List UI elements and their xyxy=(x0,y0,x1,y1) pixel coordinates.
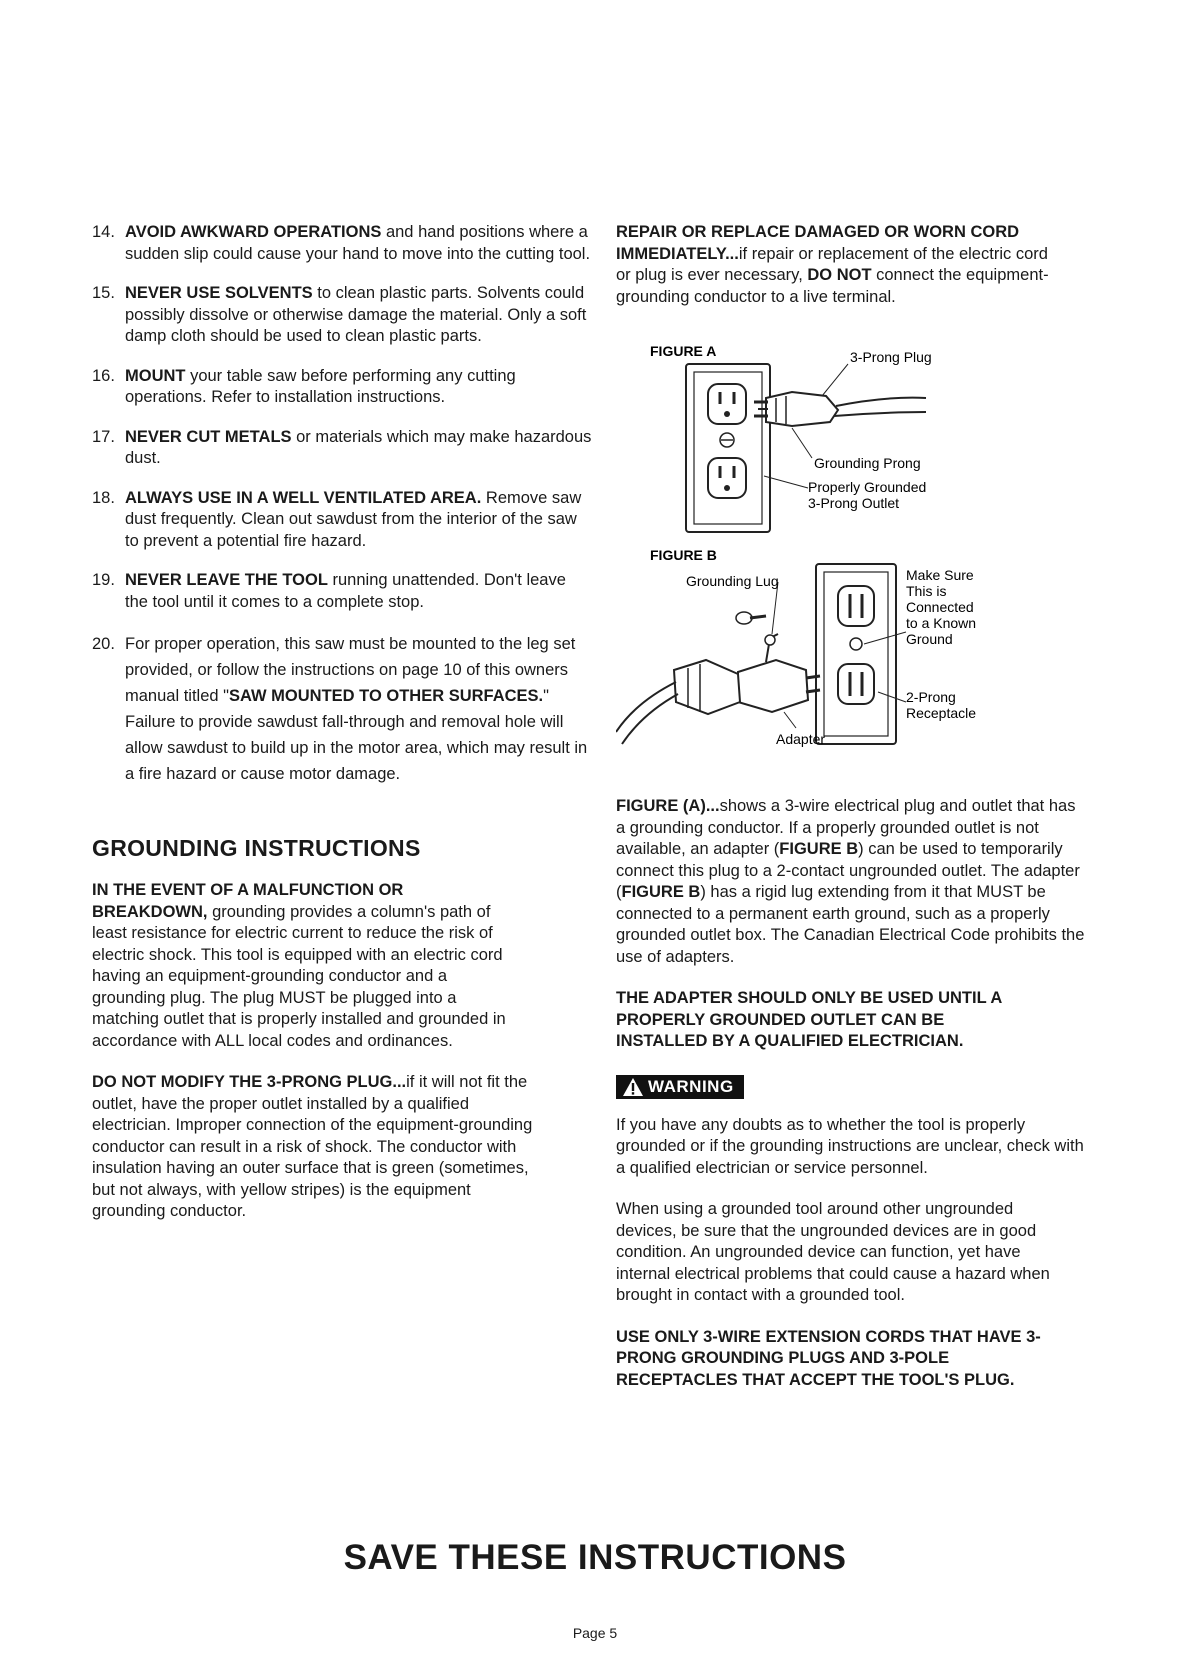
figure-a-ref: FIGURE (A)... xyxy=(616,797,720,815)
adapter-label: Adapter xyxy=(776,731,826,747)
figure-explanation-text-2: ) can be used to temporarily connect this plug to a 2-contact ungrounded outlet. The adapter ( xyxy=(616,840,1080,901)
make-sure-line-5: Ground xyxy=(906,631,953,647)
rule-text: For proper operation, this saw must be mounted to the leg set provided, or follow the instructions on page 10 of this owners manual titled " xyxy=(125,635,576,705)
rule-number: 14. xyxy=(92,223,115,241)
make-sure-line-3: Connected xyxy=(906,599,974,615)
repair-cord-paragraph xyxy=(616,222,1066,308)
outlet-label-line-1: Properly Grounded xyxy=(808,479,927,495)
figure-explanation-text-1: shows a 3-wire electrical plug and outlet that has a grounding conductor. If a properly grounded outlet is not available, an adapter ( xyxy=(616,797,1076,858)
repair-cord-text: if repair or replacement of the electric cord or plug is ever necessary, xyxy=(616,244,1048,284)
rule-text: and hand positions where a sudden slip could cause your hand to move into the cutting tool. xyxy=(125,223,591,263)
two-prong-receptacle-bottom xyxy=(838,664,874,704)
make-sure-line-2: This is xyxy=(906,583,947,599)
rule-text: running unattended. Don't leave the tool until it comes to a complete stop. xyxy=(125,571,566,611)
rule-lead: MOUNT xyxy=(125,366,186,385)
adapter-notice: THE ADAPTER SHOULD ONLY BE USED UNTIL A PROPERLY GROUNDED OUTLET CAN BE INSTALLED BY A QUALIFIED ELECTRICIAN. xyxy=(616,989,1002,1050)
figure-a-title: FIGURE A xyxy=(650,343,717,359)
ungrounded-devices-paragraph: When using a grounded tool around other ungrounded devices, be sure that the ungrounded devices are in good condition. An ungrounded device can function, yet have internal electrical problems that could cause a hazard when brought in contact with a grounded tool. xyxy=(616,1200,1050,1304)
repair-cord-lead: REPAIR OR REPLACE DAMAGED OR WORN CORD IMMEDIATELY... xyxy=(616,223,1020,263)
safety-rule-17 xyxy=(92,427,592,470)
plug-label: 3-Prong Plug xyxy=(850,349,932,365)
repair-cord-text-end: connect the equipment-grounding conductor to a live terminal. xyxy=(616,266,1049,306)
rule-lead: NEVER LEAVE THE TOOL xyxy=(125,571,328,589)
grounding-screw-icon xyxy=(736,612,766,624)
safety-rule-16 xyxy=(92,366,592,409)
rule-number: 16. xyxy=(92,366,115,385)
warning-triangle-icon xyxy=(622,1077,644,1097)
rule-lead: NEVER CUT METALS xyxy=(125,427,292,446)
rule-lead: NEVER USE SOLVENTS xyxy=(125,284,313,302)
rule-text: your table saw before performing any cutting operations. Refer to installation instructions. xyxy=(125,366,516,406)
figure-a xyxy=(616,336,1096,536)
screw-icon xyxy=(850,638,862,650)
rule-text: Remove saw dust frequently. Clean out sawdust from the interior of the saw to prevent a potential fire hazard. xyxy=(125,488,582,550)
safety-rule-20 xyxy=(92,631,592,787)
grounding-heading: GROUNDING INSTRUCTIONS xyxy=(92,835,421,861)
grounding-lug-label: Grounding Lug xyxy=(686,573,779,589)
figure-b-title: FIGURE B xyxy=(650,547,717,563)
extension-cord-notice: USE ONLY 3-WIRE EXTENSION CORDS THAT HAVE 3-PRONG GROUNDING PLUGS AND 3-POLE RECEPTACLES THAT ACCEPT THE TOOL'S PLUG. xyxy=(616,1327,1041,1389)
rule-number: 19. xyxy=(92,571,115,589)
receptacle-label-line-1: 2-Prong xyxy=(906,689,956,705)
rule-lead: AVOID AWKWARD OPERATIONS xyxy=(125,223,382,241)
rule-text: to clean plastic parts. Solvents could possibly dissolve or otherwise damage the material. Only a soft damp cloth should be used to clean plastic parts. xyxy=(125,284,587,345)
rule-bold-title: SAW MOUNTED TO OTHER SURFACES. xyxy=(229,687,544,705)
rule-text-cont: " Failure to provide sawdust fall-through and removal hole will allow sawdust to build up in the motor area, which may result in a fire hazard or cause motor damage. xyxy=(125,687,588,783)
malfunction-lead: IN THE EVENT OF A MALFUNCTION OR BREAKDOWN, xyxy=(92,881,404,921)
three-prong-plug-icon xyxy=(616,660,740,744)
figure-b-ref-2: FIGURE B xyxy=(621,883,701,901)
outlet-label-line-2: 3-Prong Outlet xyxy=(808,495,900,511)
rule-number: 18. xyxy=(92,488,115,507)
safety-rule-18 xyxy=(92,488,592,553)
make-sure-line-1: Make Sure xyxy=(906,567,974,583)
adapter-icon xyxy=(738,634,820,712)
right-column xyxy=(616,222,1096,1391)
modify-plug-lead: DO NOT MODIFY THE 3-PRONG PLUG... xyxy=(92,1073,407,1091)
safety-rule-19 xyxy=(92,570,592,613)
warning-badge xyxy=(616,1075,744,1099)
page-number: Page 5 xyxy=(572,1625,618,1641)
save-instructions-title: SAVE THESE INSTRUCTIONS xyxy=(343,1538,847,1577)
do-not-emphasis: DO NOT xyxy=(807,266,872,284)
rule-lead: ALWAYS USE IN A WELL VENTILATED AREA. xyxy=(125,488,482,507)
warning-text: If you have any doubts as to whether the tool is properly grounded or if the grounding instructions are unclear, check with a qualified electrician or service personnel. xyxy=(616,1115,1084,1177)
figure-a-illustration xyxy=(616,336,1096,536)
malfunction-text: grounding provides a column's path of least resistance for electric current to reduce the risk of electric shock. This tool is equipped with an electric cord having an equipment-grounding conductor and a grounding plug. The plug MUST be plugged into a matching outlet that is properly installed and grounded in accordance with ALL local codes and ordinances. xyxy=(92,902,506,1050)
three-prong-plug-icon xyxy=(754,392,926,426)
rule-number: 17. xyxy=(92,427,115,446)
make-sure-line-4: to a Known xyxy=(906,615,977,631)
malfunction-paragraph xyxy=(92,880,512,1052)
grounding-prong-label: Grounding Prong xyxy=(814,455,921,471)
receptacle-label-line-2: Receptacle xyxy=(906,705,977,721)
rule-number: 15. xyxy=(92,284,115,302)
rule-number: 20. xyxy=(92,635,115,653)
figure-explanation-paragraph xyxy=(616,796,1086,968)
safety-rule-15 xyxy=(92,283,592,348)
figure-b xyxy=(616,542,1096,774)
receptacle-top xyxy=(708,384,746,424)
rule-text: or materials which may make hazardous dust. xyxy=(125,427,592,467)
modify-plug-text: if it will not fit the outlet, have the proper outlet installed by a qualified electrician. Improper connection of the equipment-grounding conductor can result in a risk of shock. The conductor with insulation having an outer surface that is green (sometimes, but not always, with yellow stripes) is the equipment grounding conductor. xyxy=(92,1073,533,1220)
left-column xyxy=(92,222,592,1243)
receptacle-bottom xyxy=(708,458,746,498)
warning-label: WARNING xyxy=(648,1076,734,1096)
two-prong-receptacle-top xyxy=(838,586,874,626)
safety-rule-14 xyxy=(92,222,592,265)
figure-explanation-text-3: ) has a rigid lug extending from it that MUST be connected to a permanent earth ground, such as a properly grounded outlet box. The Canadian Electrical Code prohibits the use of adapters. xyxy=(616,883,1085,966)
modify-plug-paragraph xyxy=(92,1072,542,1223)
figure-b-illustration xyxy=(616,542,1096,774)
figure-b-ref-1: FIGURE B xyxy=(779,840,859,858)
